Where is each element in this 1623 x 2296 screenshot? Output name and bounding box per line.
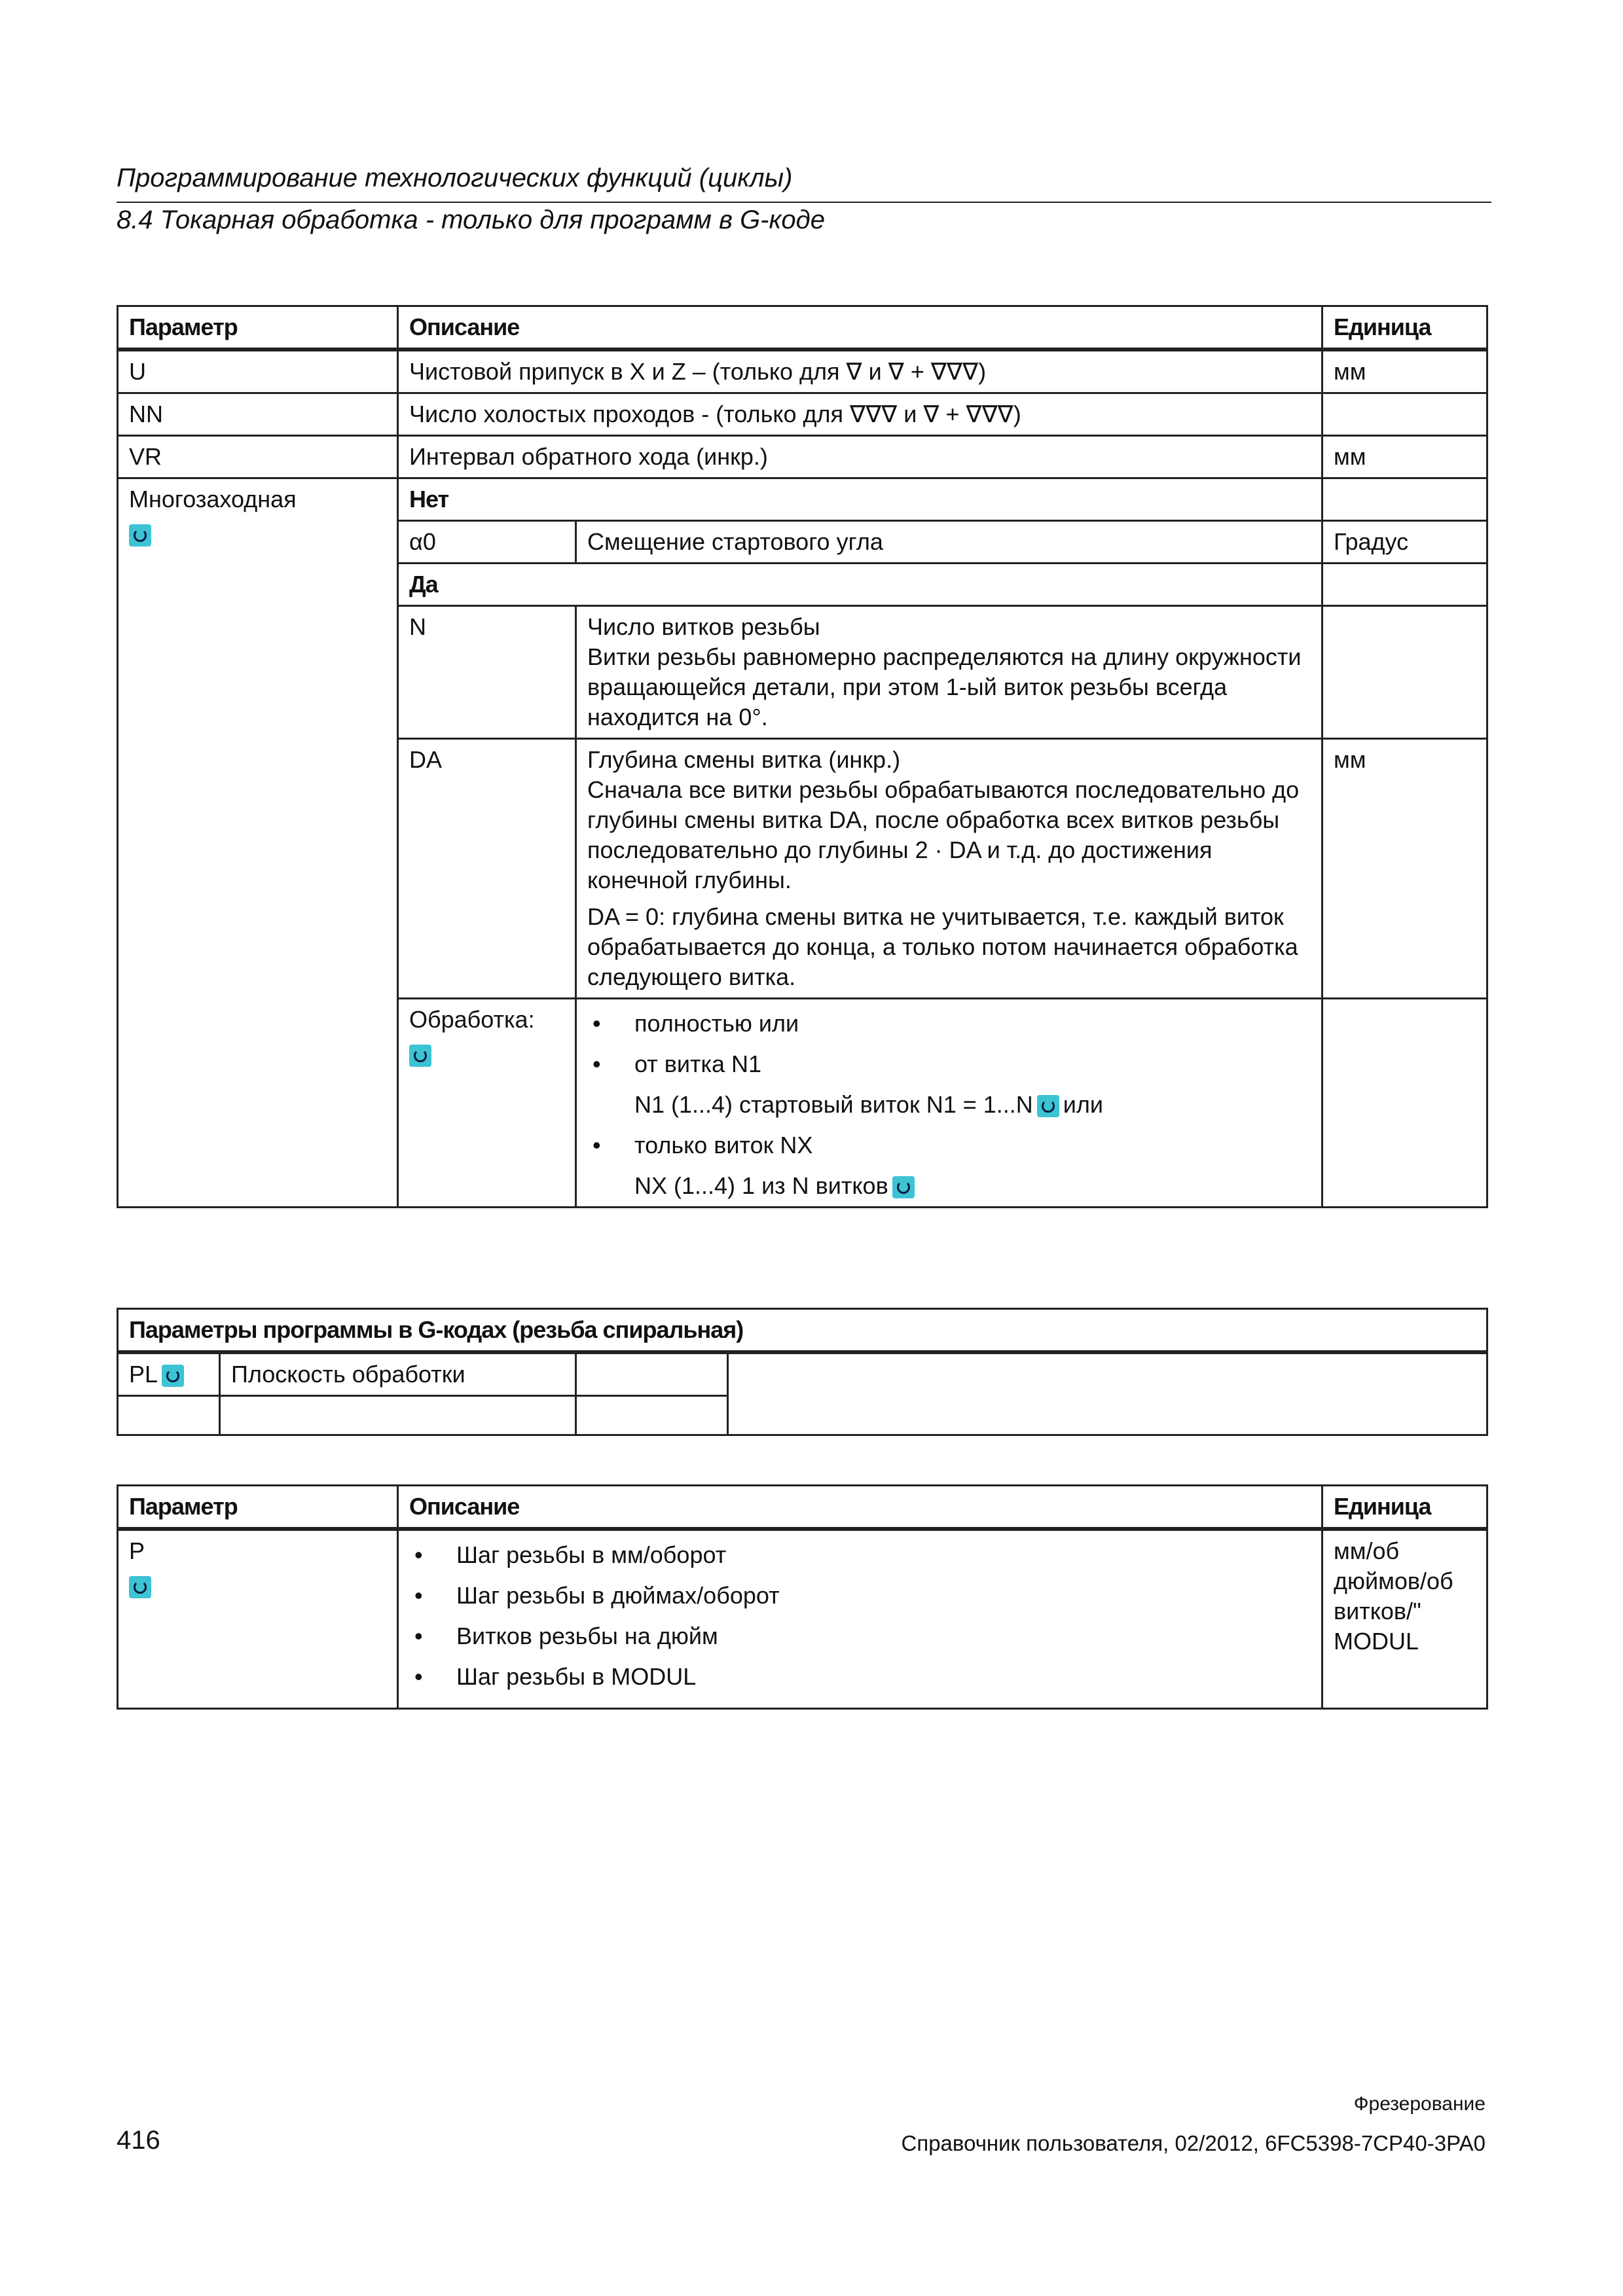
param-cell: U	[118, 350, 398, 393]
unit-line: мм/об	[1334, 1537, 1400, 1564]
param-cell: VR	[118, 436, 398, 478]
footer-product: Фрезерование	[1353, 2093, 1486, 2115]
subparam-cell: α0	[398, 521, 576, 564]
list-subtext	[587, 1090, 1312, 1120]
col-header-desc: Описание	[398, 1486, 1322, 1530]
unit-cell	[1322, 606, 1487, 739]
cycle-toggle-icon[interactable]	[129, 1576, 151, 1598]
param-cell	[118, 1529, 398, 1709]
cycle-toggle-icon[interactable]	[129, 524, 151, 547]
empty-cell	[118, 1396, 220, 1435]
col-header-unit: Единица	[1322, 1486, 1487, 1530]
desc-cell	[576, 739, 1322, 999]
param-label: P	[129, 1537, 145, 1564]
subparam-cell: DA	[398, 739, 576, 999]
empty-cell	[220, 1396, 576, 1435]
desc-cell	[398, 1529, 1322, 1709]
list-item: • только виток NX	[587, 1130, 1312, 1160]
list-item: • полностью или	[587, 1009, 1312, 1039]
desc-line: Сначала все витки резьбы обрабатываются последовательно до глубины смены витка DA, после обработка всех витков резьбы последовательно до глубины 2 · DA и т.д. до достижения конечной глубины.	[587, 776, 1300, 893]
subtext-label: N1 (1...4) стартовый виток N1 = 1...N	[634, 1091, 1033, 1118]
option-no: Нет	[398, 478, 1322, 521]
unit-cell	[1322, 1529, 1487, 1709]
desc-cell: Плоскость обработки	[220, 1352, 576, 1396]
desc-cell	[576, 999, 1322, 1208]
list-subtext	[587, 1171, 1312, 1201]
unit-cell	[1322, 478, 1487, 521]
table-header-row	[118, 1486, 1487, 1530]
empty-cell	[576, 1352, 728, 1396]
gcode-parameter-table	[117, 1308, 1488, 1436]
unit-cell	[1322, 564, 1487, 606]
cycle-toggle-icon[interactable]	[409, 1045, 431, 1067]
table-row	[118, 1529, 1487, 1709]
unit-line: дюймов/об	[1334, 1568, 1453, 1594]
cycle-toggle-icon[interactable]	[892, 1176, 915, 1198]
chapter-title: Программирование технологических функций (циклы)	[117, 164, 793, 192]
desc-line: Глубина смены витка (инкр.)	[587, 746, 901, 773]
unit-line: витков/"	[1334, 1598, 1421, 1624]
desc-line: DA = 0: глубина смены витка не учитывается, т.е. каждый виток обрабатывается до конца, а только потом начинается обработка следующего витка.	[587, 903, 1298, 990]
desc-cell: Интервал обратного хода (инкр.)	[398, 436, 1322, 478]
unit-line: MODUL	[1334, 1628, 1419, 1655]
subparam-label: Обработка:	[409, 1006, 535, 1033]
empty-cell	[576, 1396, 728, 1435]
param-cell	[118, 1352, 220, 1396]
desc-cell: Смещение стартового угла	[576, 521, 1322, 564]
col-header-unit: Единица	[1322, 306, 1487, 350]
page-number: 416	[117, 2126, 160, 2155]
list-item: • Шаг резьбы в мм/оборот	[409, 1540, 1312, 1570]
unit-cell: Градус	[1322, 521, 1487, 564]
list-item: • Витков резьбы на дюйм	[409, 1621, 1312, 1651]
list-item: • Шаг резьбы в дюймах/оборот	[409, 1581, 1312, 1611]
desc-cell: Чистовой припуск в X и Z – (только для ∇ и ∇ + ∇∇∇)	[398, 350, 1322, 393]
desc-cell: Число холостых проходов - (только для ∇∇∇ и ∇ + ∇∇∇)	[398, 393, 1322, 436]
col-header-param: Параметр	[118, 306, 398, 350]
subtext-tail: или	[1063, 1091, 1103, 1118]
param-label: PL	[129, 1361, 158, 1388]
parameter-table	[117, 305, 1488, 1208]
param-label: Многозаходная	[129, 486, 297, 512]
list-item: • от витка N1	[587, 1049, 1312, 1079]
param-cell-multistart	[118, 478, 398, 1208]
table-row	[118, 393, 1487, 436]
unit-cell	[1322, 999, 1487, 1208]
table-title: Параметры программы в G-кодах (резьба спиральная)	[118, 1309, 1487, 1353]
table-header-row	[118, 306, 1487, 350]
table-header-row	[118, 1309, 1487, 1353]
option-yes: Да	[398, 564, 1322, 606]
col-header-desc: Описание	[398, 306, 1322, 350]
cycle-toggle-icon[interactable]	[162, 1365, 184, 1387]
header-rule	[117, 202, 1491, 203]
unit-cell	[1322, 393, 1487, 436]
table-row	[118, 350, 1487, 393]
footer-reference: Справочник пользователя, 02/2012, 6FC5398-7CP40-3PA0	[901, 2131, 1486, 2155]
section-title: 8.4 Токарная обработка - только для программ в G-коде	[117, 206, 825, 234]
table-row	[118, 478, 1487, 521]
subparam-cell: N	[398, 606, 576, 739]
pitch-parameter-table	[117, 1484, 1488, 1710]
subparam-cell	[398, 999, 576, 1208]
table-row	[118, 436, 1487, 478]
unit-cell: мм	[1322, 350, 1487, 393]
desc-cell	[576, 606, 1322, 739]
empty-cell	[728, 1352, 1487, 1435]
subtext-label: NX (1...4) 1 из N витков	[634, 1172, 888, 1199]
cycle-toggle-icon[interactable]	[1037, 1095, 1059, 1117]
unit-cell: мм	[1322, 739, 1487, 999]
param-cell: NN	[118, 393, 398, 436]
desc-line: Витки резьбы равномерно распределяются на длину окружности вращающейся детали, при этом 1-ый виток резьбы всегда находится на 0°.	[587, 643, 1302, 730]
col-header-param: Параметр	[118, 1486, 398, 1530]
list-item: • Шаг резьбы в MODUL	[409, 1662, 1312, 1692]
desc-line: Число витков резьбы	[587, 613, 820, 640]
table-row	[118, 1352, 1487, 1396]
unit-cell: мм	[1322, 436, 1487, 478]
